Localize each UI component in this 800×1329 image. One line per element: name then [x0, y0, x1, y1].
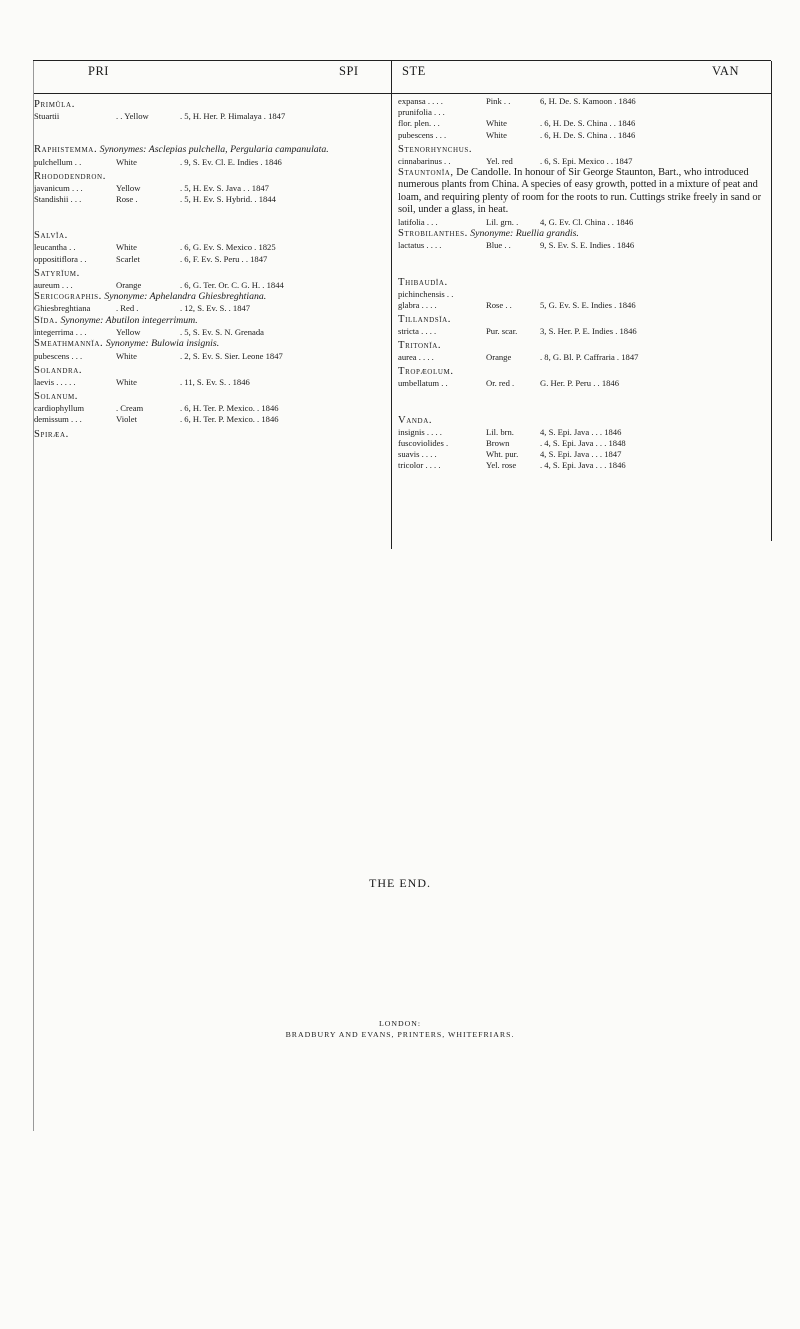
species-details: 3, S. Her. P. E. Indies . 1846	[540, 325, 637, 336]
flower-colour: Lil. brn.	[486, 426, 514, 437]
species-name: suavis . . . .	[398, 448, 437, 459]
species-row	[398, 289, 770, 300]
flower-colour: . Cream	[116, 403, 144, 414]
genus-heading: Satyrĭum.	[34, 267, 80, 279]
species-details: 6, H. De. S. Kamoon . 1846	[540, 96, 636, 106]
species-row	[398, 118, 770, 129]
genus-heading: Solandra.	[34, 365, 83, 377]
species-name: leucantha . .	[34, 242, 76, 253]
species-name: pubescens . . .	[398, 129, 447, 140]
genus-name: Stauntonĭa,	[398, 167, 454, 179]
imprint-city: LONDON:	[378, 1019, 422, 1028]
species-row	[398, 300, 770, 311]
species-details: . 9, S. Ev. Cl. E. Indies . 1846	[180, 156, 282, 167]
spacer	[34, 122, 386, 144]
species-name: aurea . . . .	[398, 352, 434, 363]
species-details: . 8, G. Bl. P. Caffraria . 1847	[540, 352, 639, 363]
genus-heading: Stenorhynchus.	[398, 143, 473, 155]
genus-name: Raphistemma.	[34, 144, 98, 156]
species-details: . 5, H. Her. P. Himalaya . 1847	[180, 111, 286, 121]
species-details: . 4, S. Epi. Java . . . 1848	[540, 437, 626, 448]
species-details: . 6, H. De. S. China . . 1846	[540, 129, 636, 140]
species-name: pulchellum . .	[34, 156, 82, 167]
species-details: . 4, S. Epi. Java . . . 1846	[540, 460, 626, 471]
flower-colour: Rose . .	[486, 299, 512, 310]
genus-heading: Vanda.	[398, 414, 433, 426]
genus-heading: Solanum.	[34, 391, 79, 403]
species-name: fuscoviolides .	[398, 437, 449, 448]
flower-colour: White	[486, 129, 507, 140]
species-row	[34, 403, 386, 414]
species-name: Ghiesbreghtiana	[34, 303, 91, 314]
flower-colour: Lil. grn. .	[486, 216, 519, 227]
species-name: lactatus . . . .	[398, 240, 442, 251]
running-head-mid-right: STE	[402, 64, 426, 78]
species-name: expansa . . . .	[398, 96, 443, 106]
species-name: demissum . . .	[34, 414, 82, 425]
species-row	[34, 303, 386, 314]
species-name: cinnabarinus . .	[398, 155, 451, 166]
right-border	[771, 61, 772, 541]
species-name: laevis . . . . .	[34, 377, 76, 388]
species-details: . 6, G. Ev. S. Mexico . 1825	[180, 242, 276, 253]
species-row	[34, 242, 386, 253]
species-row	[34, 377, 386, 388]
species-name: pichinchensis . .	[398, 288, 454, 299]
flower-colour: Wht. pur.	[486, 448, 519, 459]
species-row	[34, 111, 386, 122]
species-row	[34, 254, 386, 265]
flower-colour: Orange	[486, 352, 512, 363]
top-rule	[33, 60, 771, 61]
flower-colour: Brown	[486, 437, 510, 448]
genus-name: Strobilanthes.	[398, 227, 468, 239]
flower-colour: Or. red .	[486, 378, 515, 389]
species-details: G. Her. P. Peru . . 1846	[540, 378, 620, 389]
spacer	[398, 252, 770, 274]
species-details: . 6, S. Epi. Mexico . . 1847	[540, 155, 633, 166]
running-head-right: VAN	[712, 64, 739, 78]
species-name: latifolia . . .	[398, 216, 438, 227]
species-name: pubescens . . .	[34, 350, 83, 361]
species-name: aureum . . .	[34, 279, 73, 290]
flower-colour: White	[116, 377, 137, 388]
species-details	[540, 289, 770, 300]
flower-colour	[486, 107, 540, 118]
flower-colour: White	[486, 118, 507, 129]
species-details: 5, G. Ev. S. E. Indies . 1846	[540, 299, 636, 310]
species-row	[398, 427, 770, 438]
species-row	[398, 449, 770, 460]
flower-colour: Yellow	[116, 182, 141, 193]
species-row	[34, 194, 386, 205]
species-row	[398, 96, 770, 107]
species-name: glabra . . . .	[398, 299, 437, 310]
species-name: oppositiflora . .	[34, 253, 87, 264]
species-row	[34, 183, 386, 194]
the-end: THE END.	[369, 876, 431, 890]
genus-name: Smeathmannĭa.	[34, 338, 104, 350]
species-details: . 2, S. Ev. S. Sier. Leone 1847	[180, 350, 283, 361]
species-details: . 6, H. Ter. P. Mexico. . 1846	[180, 403, 279, 414]
flower-colour: Orange	[116, 279, 142, 290]
genus-heading: Tillandsĭa.	[398, 313, 452, 325]
species-name: umbellatum . .	[398, 378, 448, 389]
genus-heading: Spiræa.	[34, 428, 69, 440]
species-details: . 6, H. De. S. China . . 1846	[540, 118, 636, 129]
left-column	[34, 96, 386, 441]
synonym-text: Synonymes: Asclepias pulchella, Pergularia campanulata.	[99, 144, 329, 156]
species-details: . 12, S. Ev. S. . 1847	[180, 303, 251, 314]
flower-colour: Pink . .	[486, 96, 511, 106]
flower-colour: White	[116, 242, 137, 253]
flower-colour: Yel. rose	[486, 460, 517, 471]
species-details: . 11, S. Ev. S. . 1846	[180, 377, 250, 388]
genus-name: Sericographis.	[34, 290, 102, 302]
genus-entry	[34, 338, 386, 351]
genus-entry	[34, 144, 386, 157]
species-row	[398, 240, 770, 251]
synonym-text: Synonyme: Ruellia grandis.	[470, 227, 579, 239]
species-name: cardiophyllum	[34, 403, 85, 414]
species-name: javanicum . . .	[34, 182, 83, 193]
genus-heading: Primŭla.	[34, 99, 75, 110]
species-row	[398, 107, 770, 118]
species-row	[398, 460, 770, 471]
synonym-text: Synonyme: Aphelandra Ghiesbreghtiana.	[104, 290, 267, 302]
species-row	[398, 130, 770, 141]
species-details: . 5, S. Ev. S. N. Grenada	[180, 327, 264, 338]
species-row	[34, 327, 386, 338]
flower-colour: . Red .	[116, 303, 139, 314]
species-row	[34, 157, 386, 168]
imprint-printer: BRADBURY AND EVANS, PRINTERS, WHITEFRIARS.	[285, 1030, 515, 1039]
species-details: 9, S. Ev. S. E. Indies . 1846	[540, 240, 635, 251]
species-row	[398, 326, 770, 337]
flower-colour: Rose .	[116, 194, 138, 205]
species-name: tricolor . . . .	[398, 460, 441, 471]
species-row	[398, 156, 770, 167]
species-row	[398, 217, 770, 228]
species-details: . 6, F. Ev. S. Peru . . 1847	[180, 253, 268, 264]
species-row	[398, 438, 770, 449]
header-rule	[33, 93, 771, 94]
species-details: . 6, G. Ter. Or. C. G. H. . 1844	[180, 279, 284, 290]
genus-heading: Salvĭa.	[34, 230, 68, 242]
species-details: 4, S. Epi. Java . . . 1846	[540, 426, 622, 437]
column-divider	[391, 61, 392, 549]
flower-colour: Blue . .	[486, 240, 511, 251]
species-name: flor. plen. . .	[398, 118, 440, 129]
flower-colour: . . Yellow	[116, 111, 149, 121]
flower-colour: Yellow	[116, 327, 141, 338]
genus-entry	[34, 315, 386, 328]
flower-colour	[486, 289, 540, 300]
species-name: integerrima . . .	[34, 327, 87, 338]
species-row	[34, 351, 386, 362]
species-name: insignis . . . .	[398, 426, 442, 437]
genus-name: Sĭda.	[34, 314, 58, 326]
genus-heading: Tropæolum.	[398, 366, 454, 378]
species-row	[398, 352, 770, 363]
spacer	[398, 390, 770, 412]
species-row	[34, 280, 386, 291]
spacer	[34, 205, 386, 227]
synonym-text: Synonyme: Abutilon integerrimum.	[60, 314, 198, 326]
flower-colour: Scarlet	[116, 253, 140, 264]
genus-heading: Tritonĭa.	[398, 340, 442, 352]
right-column	[398, 96, 770, 471]
species-details: 4, S. Epi. Java . . . 1847	[540, 448, 622, 459]
flower-colour: White	[116, 156, 137, 167]
species-name: prunifolia . . .	[398, 107, 445, 118]
genus-entry	[398, 167, 770, 217]
flower-colour: White	[116, 350, 137, 361]
species-row	[34, 414, 386, 425]
synonym-text: Synonyme: Bulowia insignis.	[105, 338, 220, 350]
species-details	[540, 107, 770, 118]
printer-imprint	[0, 1018, 800, 1040]
species-details: . 5, H. Ev. S. Hybrid. . 1844	[180, 194, 276, 205]
species-name: Stuartii	[34, 111, 60, 121]
flower-colour: Violet	[116, 414, 137, 425]
flower-colour: Pur. scar.	[486, 325, 518, 336]
genus-heading: Thibaudĭa.	[398, 276, 448, 288]
genus-entry	[34, 291, 386, 304]
species-name: Standishii . . .	[34, 194, 82, 205]
species-name: stricta . . . .	[398, 325, 437, 336]
genus-heading: Rhododendron.	[34, 170, 106, 182]
genus-entry	[398, 228, 770, 241]
running-head-mid-left: SPI	[339, 64, 359, 78]
species-row	[398, 378, 770, 389]
species-details: 4, G. Ev. Cl. China . . 1846	[540, 216, 634, 227]
running-head-left: PRI	[88, 64, 109, 78]
species-details: . 6, H. Ter. P. Mexico. . 1846	[180, 414, 279, 425]
species-details: . 5, H. Ev. S. Java . . 1847	[180, 182, 269, 193]
flower-colour: Yel. red	[486, 155, 513, 166]
genus-note: De Candolle. In honour of Sir George Staunton, Bart., who introduced numerous plants from China. A species of easy growth, potted in a mixture of peat and loam, and requiring plenty of room for the roots to run. Cuttings strike freely in sand or soil, under a glass, in heat.	[398, 167, 762, 216]
